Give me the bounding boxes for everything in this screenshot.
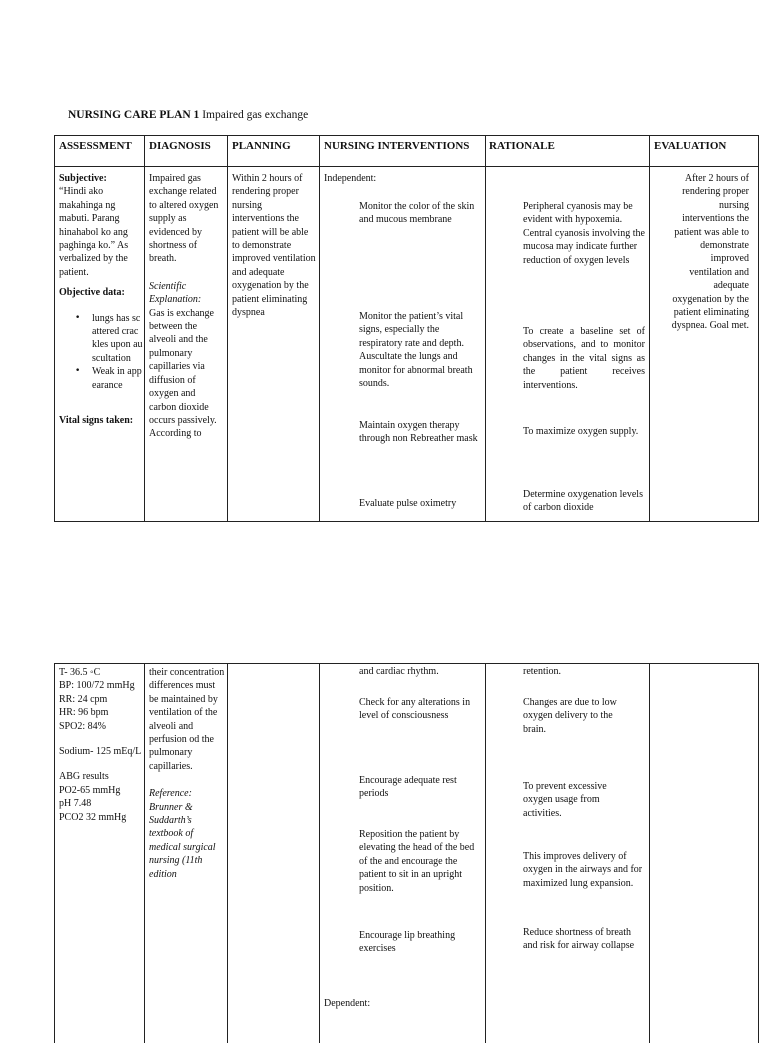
evaluation-text: After 2 hours of rendering proper nursing interventions the patient was able to demonstrate improved ventilation and adequate oxygenation by the patient eliminating dyspnea. Goal met. bbox=[671, 173, 749, 332]
list-item: • lungs has scattered crackles upon auscultation bbox=[92, 312, 143, 366]
reference-text: Reference: Brunner & Suddarth’s textbook of medical surgical nursing (11th edition bbox=[149, 788, 216, 880]
list-item: • Determine oxygenation levels of carbon dioxide bbox=[523, 488, 645, 515]
care-plan-table-bottom bbox=[54, 663, 759, 1043]
list-item: • Weak in appearance bbox=[92, 365, 143, 392]
list-item: • Maintain oxygen therapy through non Rebreather mask bbox=[359, 419, 479, 446]
header-rationale: RATIONALE bbox=[489, 140, 555, 152]
evaluation-cell bbox=[667, 172, 749, 333]
assessment-cell bbox=[59, 172, 143, 520]
abg-ph: pH 7.48 bbox=[59, 798, 92, 810]
list-item: • Check for any alterations in level of consciousness bbox=[359, 696, 481, 723]
abg-po2: PO2-65 mmHg bbox=[59, 784, 121, 796]
vital-heart-rate: HR: 96 bpm bbox=[59, 707, 109, 719]
list-item: • To create a baseline set of observations, and to monitor changes in the vital signs as the patient receives interventions. bbox=[523, 325, 645, 392]
sodium-value: Sodium- 125 mEq/L bbox=[59, 746, 142, 758]
diagnosis-cell bbox=[149, 172, 225, 520]
list-item: • Reduce shortness of breath and risk for airway collapse bbox=[523, 926, 635, 953]
header-evaluation: EVALUATION bbox=[654, 140, 727, 152]
vitals-cell bbox=[59, 666, 143, 824]
header-interventions: NURSING INTERVENTIONS bbox=[324, 140, 470, 152]
diagnosis-text-continued: their concentration differences must be maintained by ventilation of the alveoli and perfusion od the pulmonary capillaries. bbox=[149, 667, 225, 772]
list-item: • Encourage adequate rest periods bbox=[359, 774, 481, 801]
list-item: • Encourage lip breathing exercises bbox=[359, 929, 481, 956]
independent-label: Independent: bbox=[324, 173, 377, 184]
header-planning: PLANNING bbox=[232, 140, 291, 152]
planning-text: Within 2 hours of rendering proper nursing interventions the patient will be able to demonstrate improved ventilation and adequate oxygenation by the patient eliminating dyspnea bbox=[232, 173, 316, 319]
planning-cell bbox=[232, 172, 316, 319]
abg-pco2: PCO2 32 mmHg bbox=[59, 811, 127, 823]
abg-label: ABG results bbox=[59, 771, 109, 783]
header-assessment: ASSESSMENT bbox=[59, 140, 132, 152]
vital-blood-pressure: BP: 100/72 mmHg bbox=[59, 680, 135, 692]
vital-respiratory-rate: RR: 24 cpm bbox=[59, 693, 108, 705]
header-diagnosis: DIAGNOSIS bbox=[149, 140, 211, 152]
care-plan-title: NURSING CARE PLAN 1 bbox=[68, 109, 200, 121]
vital-spo2: SPO2: 84% bbox=[59, 720, 106, 732]
scientific-explanation-text: Gas is exchange between the alveoli and the pulmonary capillaries via diffusion of oxygen and carbon dioxide occurs passively. According to bbox=[149, 307, 217, 440]
care-plan-subtitle: Impaired gas exchange bbox=[202, 109, 309, 121]
interventions-continued: and cardiac rhythm. bbox=[359, 666, 439, 677]
diagnosis-text: Impaired gas exchange related to altered oxygen supply as evidenced by shortness of breath. bbox=[149, 173, 219, 265]
list-item: • Changes are due to low oxygen delivery to the brain. bbox=[523, 696, 635, 736]
vital-temperature: T- 36.5 ◦C bbox=[59, 667, 101, 678]
subjective-label: Subjective: bbox=[59, 173, 107, 184]
list-item: • To prevent excessive oxygen usage from activities. bbox=[523, 780, 635, 820]
scientific-explanation-label: Scientific Explanation: bbox=[149, 280, 202, 306]
diagnosis-cell-continued bbox=[149, 666, 225, 881]
objective-list bbox=[92, 312, 143, 392]
objective-label: Objective data: bbox=[59, 287, 125, 299]
list-item: • Peripheral cyanosis may be evident with hypoxemia. Central cyanosis involving the mucosa may indicate further reduction of oxygen levels bbox=[523, 200, 645, 267]
subjective-text: “Hindi ako makahinga ng mabuti. Parang hinahabol ko ang paghinga ko.” As verbalized by the patient. bbox=[59, 186, 129, 278]
list-item: • Monitor the color of the skin and mucous membrane bbox=[359, 200, 479, 227]
vital-signs-label: Vital signs taken: bbox=[59, 415, 134, 427]
list-item: • Monitor the patient’s vital signs, especially the respiratory rate and depth. Auscultate the lungs and monitor for abnormal breath sounds. bbox=[359, 310, 479, 390]
page-title bbox=[68, 109, 308, 121]
care-plan-table-top bbox=[54, 135, 759, 522]
list-item: • This improves delivery of oxygen in the airways and for maximized lung expansion. bbox=[523, 850, 645, 890]
list-item: • To maximize oxygen supply. bbox=[523, 425, 645, 438]
dependent-label: Dependent: bbox=[324, 998, 371, 1009]
list-item: • Evaluate pulse oximetry bbox=[359, 497, 479, 510]
list-item: • Reposition the patient by elevating the head of the bed of the and encourage the patient to sit in an upright position. bbox=[359, 828, 481, 895]
rationale-continued: retention. bbox=[523, 666, 562, 677]
